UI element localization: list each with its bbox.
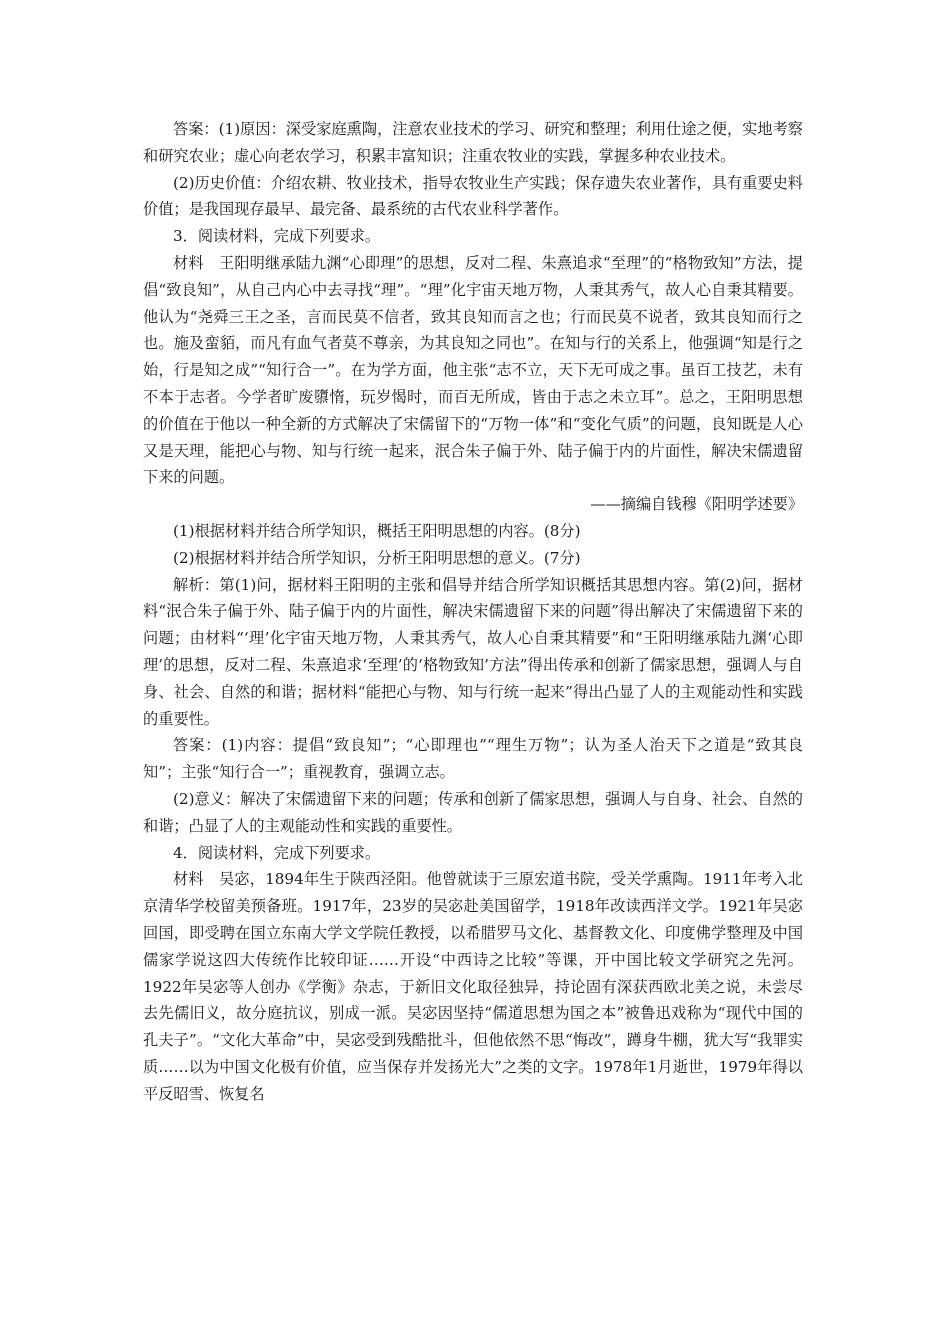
q2-answer-part1: 答案：(1)原因：深受家庭熏陶，注意农业技术的学习、研究和整理；利用仕途之便，实地考察和研究农业；虚心向老农学习，积累丰富知识；注重农牧业的实践，掌握多种农业技术。 (143, 120, 803, 165)
q4-material: 材料 吴宓，1894年生于陕西泾阳。他曾就读于三原宏道书院，受关学熏陶。1911年考入北京清华学校留美预备班。1917年，23岁的吴宓赴美国留学，1918年改读西洋文学。1921年吴宓回国，即受聘在国立东南大学文学院任教授，以希腊罗马文化、基督教文化、印度佛学整理及中国儒家学说这四大传统作比较印证……开设“中西诗之比较”等课，开中国比较文学研究之先河。1922年吴宓等人创办《学衡》杂志，于新旧文化取径独异，持论固有深获西欧北美之说，未尝尽去先儒旧义，故分庭抗议，别成一派。吴宓因坚持“儒道思想为国之本”被鲁迅戏称为“现代中国的孔夫子”。“文化大革命”中，吴宓受到残酷批斗，但他依然不思“悔改”，蹲身牛棚，犹大写“我罪实质……以为中国文化极有价值，应当保存并发扬光大”之类的文字。1978年1月逝世，1979年得以平反昭雪、恢复名 (143, 870, 803, 1103)
document-page (143, 116, 803, 1107)
q3-material: 材料 王阳明继承陆九渊“心即理”的思想，反对二程、朱熹追求“至理”的“格物致知”方法，提倡“致良知”，从自己内心中去寻找“理”。“理”化宇宙天地万物，人秉其秀气，故人心自秉其精要。他认为“尧舜三王之圣，言而民莫不信者，致其良知而言之也；行而民莫不说者，致其良知而行之也。施及蛮貊，而凡有血气者莫不尊亲，为其良知之同也”。在知与行的关系上，他强调“知是行之始，行是知之成”“知行合一”。在为学方面，他主张“志不立，天下无可成之事。虽百工技艺，未有不本于志者。今学者旷废隳惰，玩岁愒时，而百无所成，皆由于志之未立耳”。总之，王阳明思想的价值在于他以一种全新的方式解决了宋儒留下的“万物一体”和“变化气质”的问题，良知既是人心又是天理，能把心与物、知与行统一起来，泯合朱子偏于外、陆子偏于内的片面性，解决宋儒遗留下来的问题。 (143, 253, 803, 487)
q2-answer-part2: (2)历史价值：介绍农耕、牧业技术，指导农牧业生产实践；保存遗失农业著作，具有重要史料价值；是我国现存最早、最完备、最系统的古代农业科学著作。 (143, 173, 803, 219)
q3-question-1: (1)根据材料并结合所学知识，概括王阳明思想的内容。(8分) (173, 521, 581, 540)
q3-answer-1: 答案：(1)内容：提倡“致良知”；“心即理也”“理生万物”；认为圣人治天下之道是“致其良知”；主张“知行合一”；重视教育，强调立志。 (143, 736, 803, 782)
q3-heading: 3．阅读材料，完成下列要求。 (173, 227, 381, 246)
q3-question-2: (2)根据材料并结合所学知识，分析王阳明思想的意义。(7分) (173, 548, 581, 567)
q3-source: ——摘编自钱穆《阳明学述要》 (590, 495, 803, 514)
q4-heading: 4．阅读材料，完成下列要求。 (173, 843, 381, 862)
q3-analysis: 解析：第(1)问，据材料王阳明的主张和倡导并结合所学知识概括其思想内容。第(2)问，据材料“泯合朱子偏于外、陆子偏于内的片面性，解决宋儒遗留下来的问题”得出解决了宋儒遗留下来的问题；由材料“‘理’化宇宙天地万物，人秉其秀气，故人心自秉其精要”和“王阳明继承陆九渊‘心即理’的思想，反对二程、朱熹追求‘至理’的‘格物致知’方法”得出传承和创新了儒家思想，强调人与自身、社会、自然的和谐；据材料“能把心与物、知与行统一起来”得出凸显了人的主观能动性和实践的重要性。 (143, 575, 803, 728)
q3-answer-2: (2)意义：解决了宋儒遗留下来的问题；传承和创新了儒家思想，强调人与自身、社会、自然的和谐；凸显了人的主观能动性和实践的重要性。 (143, 789, 803, 835)
